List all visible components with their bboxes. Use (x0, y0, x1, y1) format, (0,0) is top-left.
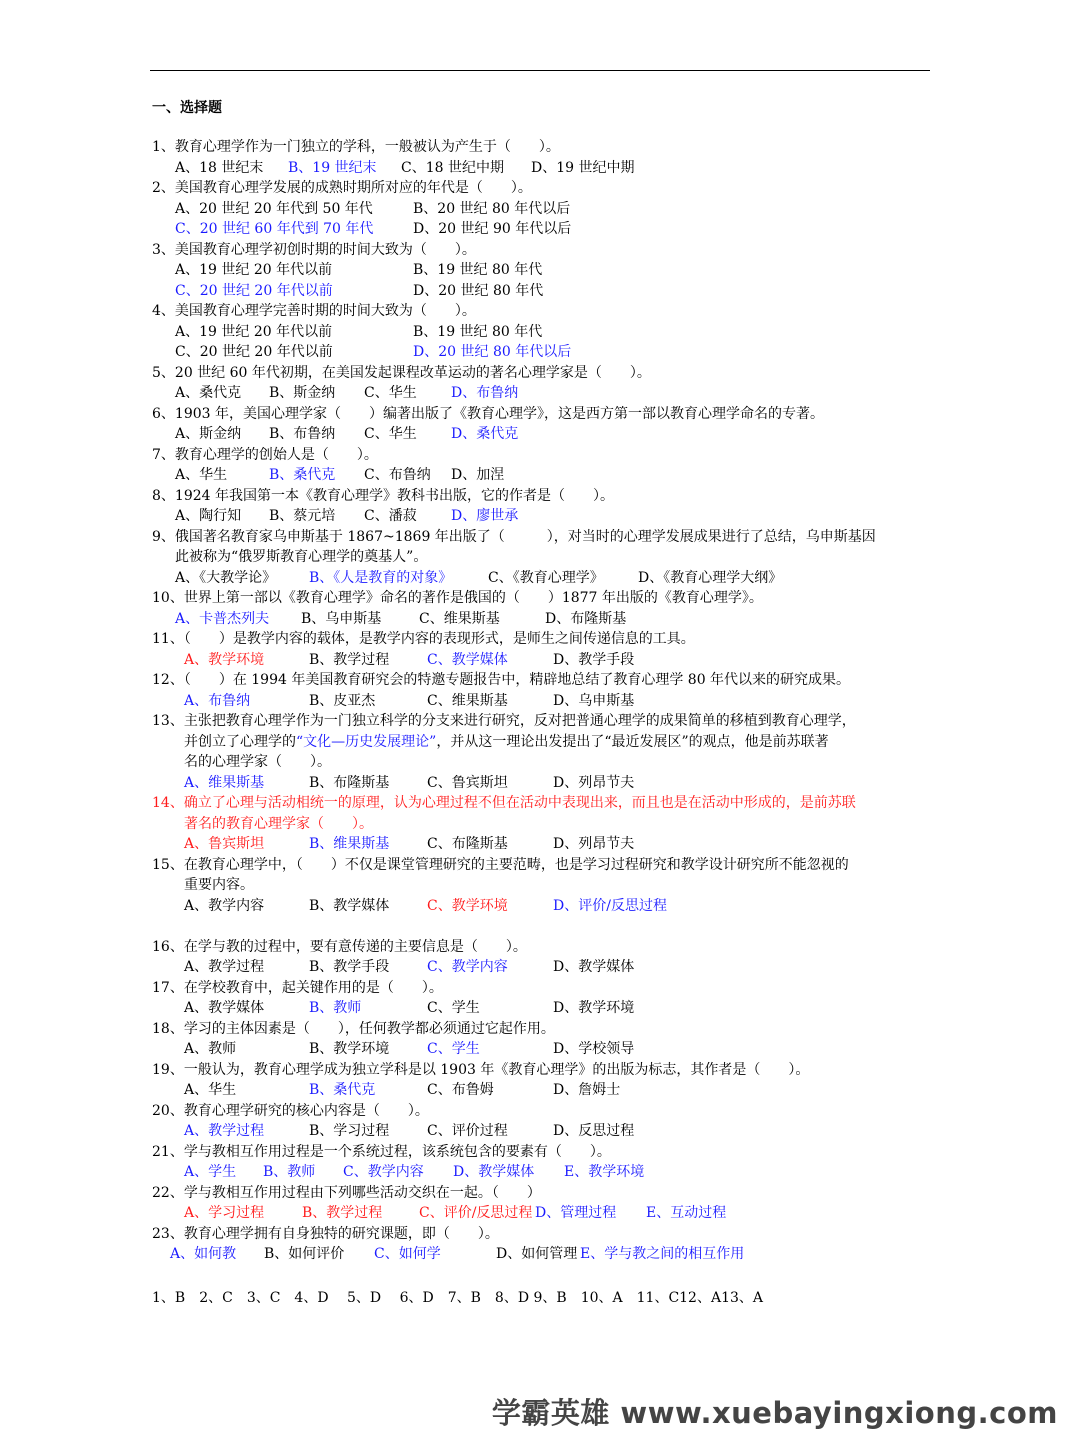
option-a: A、学习过程 (184, 1205, 265, 1221)
option-b: B、教学过程 (309, 651, 390, 668)
option-a: A、教学内容 (184, 897, 265, 914)
question-3-options (152, 260, 932, 281)
option-d: D、管理过程 (535, 1205, 617, 1221)
question-14-options (152, 834, 932, 855)
question-list (152, 137, 932, 1265)
option-c: C、维果斯基 (419, 610, 500, 627)
question-4: 4、美国教育心理学完善时期的时间大致为（ ）。 (152, 303, 476, 319)
question-5: 5、20 世纪 60 年代初期，在美国发起课程改革运动的著名心理学家是（ ）。 (152, 364, 651, 381)
question-2: 2、美国教育心理学发展的成熟时期所对应的年代是（ ）。 (152, 180, 532, 196)
option-c: C、评价过程 (427, 1123, 508, 1139)
header-rule (150, 70, 930, 71)
site-watermark: 学霸英雄 www.xuebayingxiong.com (491, 1396, 1058, 1430)
option-c: C、评价/反思过程 (419, 1205, 533, 1221)
option-b: B、布鲁纳 (269, 426, 336, 442)
option-b: B、19 世纪 80 年代 (413, 262, 543, 278)
option-b: B、教学过程 (302, 1205, 383, 1221)
option-b: B、如何评价 (264, 1246, 345, 1262)
question-13-cont (152, 732, 932, 753)
question-19: 19、一般认为，教育心理学成为独立学科是以 1903 年《教育心理学》的出版为标志，其作者是（ ）。 (152, 1061, 810, 1078)
question-5-options (152, 383, 932, 404)
question-18-options (152, 1039, 932, 1060)
question-15: 15、在教育心理学中，（ ）不仅是课堂管理研究的主要范畴，也是学习过程研究和教学设计研究所不能忽视的 (152, 856, 849, 873)
question-11: 11、（ ）是教学内容的载体，是教学内容的表现形式，是师生之间传递信息的工具。 (152, 631, 695, 647)
question-2-options-2 (152, 219, 932, 240)
option-b: B、《人是教育的对象》 (309, 569, 453, 586)
option-d: D、廖世承 (451, 508, 519, 524)
option-b: B、20 世纪 80 年代以后 (413, 200, 571, 217)
question-13-text-c: ，并从这一理论出发提出了“最近发展区”的观点，他是前苏联著 (436, 733, 829, 750)
option-e: E、学与教之间的相互作用 (580, 1246, 745, 1262)
question-3-options-2 (152, 281, 932, 302)
question-9-cont: 此被称为“俄罗斯教育心理学的奠基人”。 (175, 549, 428, 565)
option-d: D、布鲁纳 (451, 385, 519, 401)
option-d: D、20 世纪 80 年代 (413, 282, 544, 299)
section-title: 一、选择题 (152, 100, 222, 116)
option-a: A、18 世纪末 (175, 159, 264, 176)
option-d: D、19 世纪中期 (531, 159, 635, 176)
option-b: B、桑代克 (269, 467, 336, 483)
option-a: A、如何教 (170, 1246, 237, 1262)
question-1-options (152, 158, 932, 179)
question-7-options (152, 465, 932, 486)
question-4-options-2 (152, 342, 932, 363)
option-b: B、乌申斯基 (301, 610, 382, 627)
option-b: B、教学媒体 (309, 897, 390, 914)
option-b: B、学习过程 (309, 1123, 390, 1139)
question-13-options (152, 773, 932, 794)
question-8-options (152, 506, 932, 527)
option-d: D、反思过程 (553, 1123, 635, 1139)
option-d: D、评价/反思过程 (553, 897, 667, 914)
question-8: 8、1924 年我国第一本《教育心理学》教科书出版，它的作者是（ ）。 (152, 487, 614, 504)
question-13: 13、主张把教育心理学作为一门独立科学的分支来进行研究，反对把普通心理学的成果简单的移植到教育心理学， (152, 713, 856, 729)
option-a: A、斯金纳 (175, 426, 242, 442)
question-7: 7、教育心理学的创始人是（ ）。 (152, 446, 378, 463)
option-a: A、19 世纪 20 年代以前 (175, 323, 333, 340)
option-a: A、桑代克 (175, 385, 242, 401)
option-a: A、布鲁纳 (184, 692, 251, 709)
option-b: B、维果斯基 (309, 836, 390, 852)
question-11-options (152, 650, 932, 671)
option-c: C、鲁宾斯坦 (427, 774, 508, 791)
option-c: C、布隆斯基 (427, 836, 508, 852)
question-17: 17、在学校教育中，起关键作用的是（ ）。 (152, 979, 443, 996)
option-a: A、维果斯基 (184, 774, 265, 791)
option-a: A、鲁宾斯坦 (184, 836, 265, 852)
option-b: B、19 世纪 80 年代 (413, 323, 543, 340)
option-b: B、教学手段 (309, 959, 390, 975)
option-b: B、教师 (309, 1000, 362, 1016)
option-b: B、桑代克 (309, 1082, 376, 1098)
option-d: D、教学媒体 (553, 959, 635, 975)
question-20: 20、教育心理学研究的核心内容是（ ）。 (152, 1102, 429, 1119)
question-12-options (152, 691, 932, 712)
option-e: E、互动过程 (646, 1205, 727, 1221)
option-d: D、布隆斯基 (545, 610, 627, 627)
question-15-options (152, 896, 932, 917)
option-c: C、教学内容 (343, 1164, 424, 1180)
question-4-options (152, 322, 932, 343)
option-c: C、18 世纪中期 (401, 159, 504, 176)
option-e: E、教学环境 (564, 1164, 645, 1180)
question-2-options (152, 199, 932, 220)
option-b: B、布隆斯基 (309, 774, 390, 791)
option-d: D、20 世纪 80 年代以后 (413, 344, 572, 360)
question-1: 1、教育心理学作为一门独立的学科，一般被认为产生于（ ）。 (152, 139, 560, 155)
question-12: 12、（ ）在 1994 年美国教育研究会的特邀专题报告中，精辟地总结了教育心理学 80 年代以来的研究成果。 (152, 672, 851, 688)
option-d: D、列昂节夫 (553, 774, 635, 791)
question-20-options (152, 1121, 932, 1142)
option-b: B、教师 (263, 1164, 316, 1180)
option-a: A、20 世纪 20 年代到 50 年代 (175, 200, 373, 217)
option-c: C、潘菽 (364, 508, 417, 524)
option-c: C、学生 (427, 1041, 480, 1057)
option-d: D、教学手段 (553, 651, 635, 668)
option-a: A、教师 (184, 1041, 237, 1057)
spacer (152, 916, 932, 937)
option-d: D、教学环境 (553, 1000, 635, 1016)
option-c: C、20 世纪 20 年代以前 (175, 344, 333, 360)
option-c: C、20 世纪 60 年代到 70 年代 (175, 221, 374, 237)
option-a: A、《大教学论》 (175, 569, 277, 586)
option-a: A、学生 (184, 1164, 237, 1180)
option-a: A、19 世纪 20 年代以前 (175, 262, 333, 278)
option-a: A、华生 (184, 1082, 237, 1098)
option-b: B、教学环境 (309, 1041, 390, 1057)
question-6-options (152, 424, 932, 445)
question-10: 10、世界上第一部以《教育心理学》命名的著作是俄国的（ ）1877 年出版的《教育心理学》。 (152, 590, 763, 606)
option-c: C、学生 (427, 1000, 480, 1016)
question-16: 16、在学与教的过程中，要有意传递的主要信息是（ ）。 (152, 938, 527, 955)
option-d: D、教学媒体 (453, 1164, 535, 1180)
option-a: A、卡普杰列夫 (175, 610, 270, 627)
question-3: 3、美国教育心理学初创时期的时间大致为（ ）。 (152, 241, 476, 258)
option-d: D、詹姆士 (553, 1082, 621, 1098)
question-22-options (152, 1203, 932, 1224)
option-d: D、加涅 (451, 467, 505, 483)
question-13-text-a: 并创立了心理学的 (184, 733, 296, 750)
question-9-options (152, 568, 932, 589)
option-d: D、《教育心理学大纲》 (638, 569, 783, 586)
question-6: 6、1903 年，美国心理学家（ ）编著出版了《教育心理学》，这是西方第一部以教育心理学命名的专著。 (152, 405, 824, 422)
question-10-options (152, 609, 932, 630)
option-d: D、列昂节夫 (553, 836, 635, 852)
question-23-options (152, 1244, 932, 1265)
question-21: 21、学与教相互作用过程是一个系统过程，该系统包含的要素有（ ）。 (152, 1143, 611, 1160)
option-c: C、布鲁纳 (364, 467, 431, 483)
option-a: A、陶行知 (175, 508, 242, 524)
option-a: A、教学媒体 (184, 1000, 265, 1016)
option-c: C、《教育心理学》 (488, 569, 604, 586)
question-17-options (152, 998, 932, 1019)
question-21-options (152, 1162, 932, 1183)
question-18: 18、学习的主体因素是（ ），任何教学都必须通过它起作用。 (152, 1020, 555, 1037)
theory-name: “文化—历史发展理论” (296, 733, 437, 750)
option-d: D、桑代克 (451, 426, 519, 442)
option-c: C、布鲁姆 (427, 1082, 494, 1098)
option-b: B、斯金纳 (269, 385, 336, 401)
question-14: 14、确立了心理与活动相统一的原理，认为心理过程不但在活动中表现出来，而且也是在活动中形成的，是前苏联 (152, 795, 856, 811)
question-19-options (152, 1080, 932, 1101)
option-c: C、教学内容 (427, 959, 508, 975)
option-c: C、如何学 (374, 1246, 441, 1262)
option-d: D、乌申斯基 (553, 692, 635, 709)
option-b: B、皮亚杰 (309, 692, 376, 709)
option-a: A、华生 (175, 467, 228, 483)
question-15-cont: 重要内容。 (184, 877, 254, 893)
question-9: 9、俄国著名教育家乌申斯基于 1867~1869 年出版了（ ），对当时的心理学发展成果进行了总结，乌申斯基因 (152, 528, 876, 545)
question-13-cont-2: 名的心理学家（ ）。 (184, 754, 331, 770)
option-c: C、华生 (364, 426, 417, 442)
option-d: D、学校领导 (553, 1041, 635, 1057)
question-16-options (152, 957, 932, 978)
question-14-cont: 著名的教育心理学家（ ）。 (184, 815, 373, 832)
option-c: C、教学媒体 (427, 651, 508, 668)
answer-key: 1、B 2、C 3、C 4、D 5、D 6、D 7、B 8、D 9、B 10、A 11、C12、A13、A (152, 1290, 764, 1306)
option-a: A、教学过程 (184, 959, 265, 975)
option-c: C、维果斯基 (427, 692, 508, 709)
option-a: A、教学过程 (184, 1123, 265, 1139)
option-d: D、20 世纪 90 年代以后 (413, 221, 572, 237)
option-c: C、华生 (364, 385, 417, 401)
question-22: 22、学与教相互作用过程由下列哪些活动交织在一起。（ ） (152, 1184, 541, 1201)
option-c: C、教学环境 (427, 897, 508, 914)
option-b: B、19 世纪末 (288, 159, 377, 176)
option-d: D、如何管理 (496, 1246, 578, 1262)
option-b: B、蔡元培 (269, 508, 336, 524)
option-c: C、20 世纪 20 年代以前 (175, 282, 333, 299)
option-a: A、教学环境 (184, 651, 265, 668)
question-23: 23、教育心理学拥有自身独特的研究课题，即（ ）。 (152, 1225, 499, 1242)
